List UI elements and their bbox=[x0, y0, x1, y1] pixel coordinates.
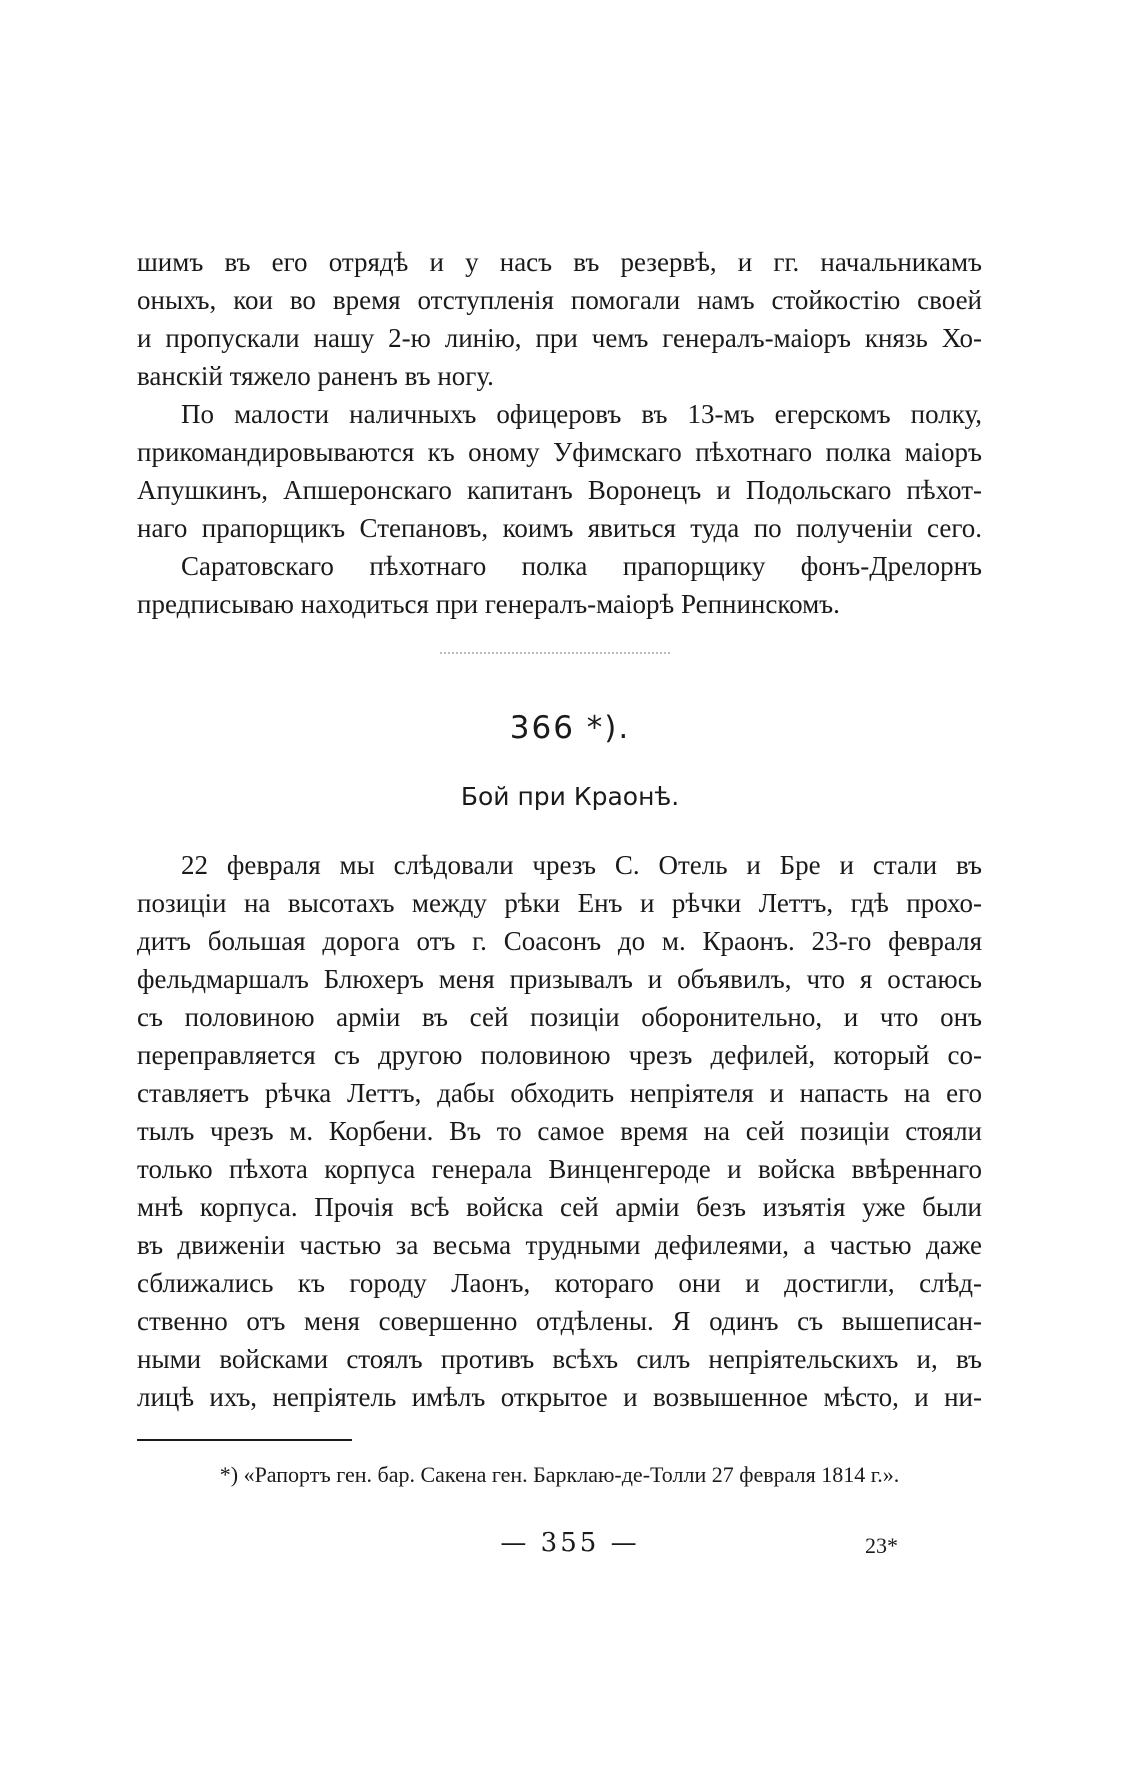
text-line: тылъ чрезъ м. Корбени. Въ то самое время на сей позиціи стояли bbox=[137, 1116, 982, 1146]
text-line: По малости наличныхъ офицеровъ въ 13-мъ егерскомъ полку, bbox=[181, 399, 982, 429]
text-line: Саратовскаго пѣхотнаго полка прапорщику фонъ-Дрелорнъ bbox=[181, 551, 982, 581]
text-line: Апушкинъ, Апшеронскаго капитанъ Воронецъ и Подольскаго пѣхот- bbox=[137, 475, 982, 505]
text-line: наго прапорщикъ Степановъ, коимъ явиться туда по полученіи сего. bbox=[137, 513, 982, 543]
text-line: переправляется съ другою половиною чрезъ дефилей, который со- bbox=[137, 1040, 982, 1070]
page-number: — 355 — bbox=[500, 1528, 640, 1558]
paragraph-continuation bbox=[137, 243, 982, 395]
signature-mark: 23* bbox=[865, 1533, 898, 1558]
text-line: ставляетъ рѣчка Леттъ, дабы обходить непріятеля и напасть на его bbox=[137, 1078, 982, 1108]
text-line: съ половиною арміи въ сей позиціи оборонительно, и что онъ bbox=[137, 1002, 982, 1032]
document-number: 366 *). bbox=[509, 710, 631, 746]
text-line: дитъ большая дорога отъ г. Соасонъ до м. Краонъ. 23-го февраля bbox=[137, 926, 982, 956]
paragraph-saratov bbox=[137, 547, 982, 623]
document-title: Бой при Краонѣ. bbox=[460, 782, 680, 811]
text-line: въ движеніи частью за весьма трудными дефилеями, а частью даже bbox=[137, 1230, 982, 1260]
text-line: оныхъ, кои во время отступленія помогали намъ стойкостію своей bbox=[137, 285, 982, 315]
footnote: *) «Рапортъ ген. бар. Сакена ген. Барклаю-де-Толли 27 февраля 1814 г.». bbox=[219, 1462, 900, 1487]
paragraph-battle bbox=[137, 846, 982, 1416]
footnote-divider bbox=[137, 1439, 352, 1441]
text-line: сближались къ городу Лаонъ, котораго они и достигли, слѣд- bbox=[137, 1268, 982, 1298]
text-line: только пѣхота корпуса генерала Винценгероде и войска ввѣреннаго bbox=[137, 1154, 982, 1184]
text-line: фельдмаршалъ Блюхеръ меня призывалъ и объявилъ, что я остаюсь bbox=[137, 964, 982, 994]
text-line: и пропускали нашу 2-ю линію, при чемъ генералъ-маіоръ князь Хо- bbox=[137, 323, 982, 353]
text-line: ванскій тяжело раненъ въ ногу. bbox=[137, 361, 494, 391]
text-line: лицѣ ихъ, непріятель имѣлъ открытое и возвышенное мѣсто, и ни- bbox=[137, 1382, 982, 1412]
text-line: предписываю находиться при генералъ-маіорѣ Репнинскомъ. bbox=[137, 589, 840, 619]
text-line: 22 февраля мы слѣдовали чрезъ С. Отель и Бре и стали въ bbox=[181, 850, 982, 880]
text-line: прикомандировываются къ оному Уфимскаго пѣхотнаго полка маіоръ bbox=[137, 437, 982, 467]
text-line: мнѣ корпуса. Прочія всѣ войска сей арміи безъ изъятія уже были bbox=[137, 1192, 982, 1222]
text-line: шимъ въ его отрядѣ и у насъ въ резервѣ, и гг. начальникамъ bbox=[137, 247, 982, 277]
section-separator bbox=[440, 652, 670, 656]
text-line: ными войсками стоялъ противъ всѣхъ силъ непріятельскихъ и, въ bbox=[137, 1344, 982, 1374]
text-line: ственно отъ меня совершенно отдѣлены. Я одинъ съ вышеписан- bbox=[137, 1306, 982, 1336]
paragraph-officers bbox=[137, 395, 982, 547]
text-line: позиціи на высотахъ между рѣки Енъ и рѣчки Леттъ, гдѣ прохо- bbox=[137, 888, 982, 918]
